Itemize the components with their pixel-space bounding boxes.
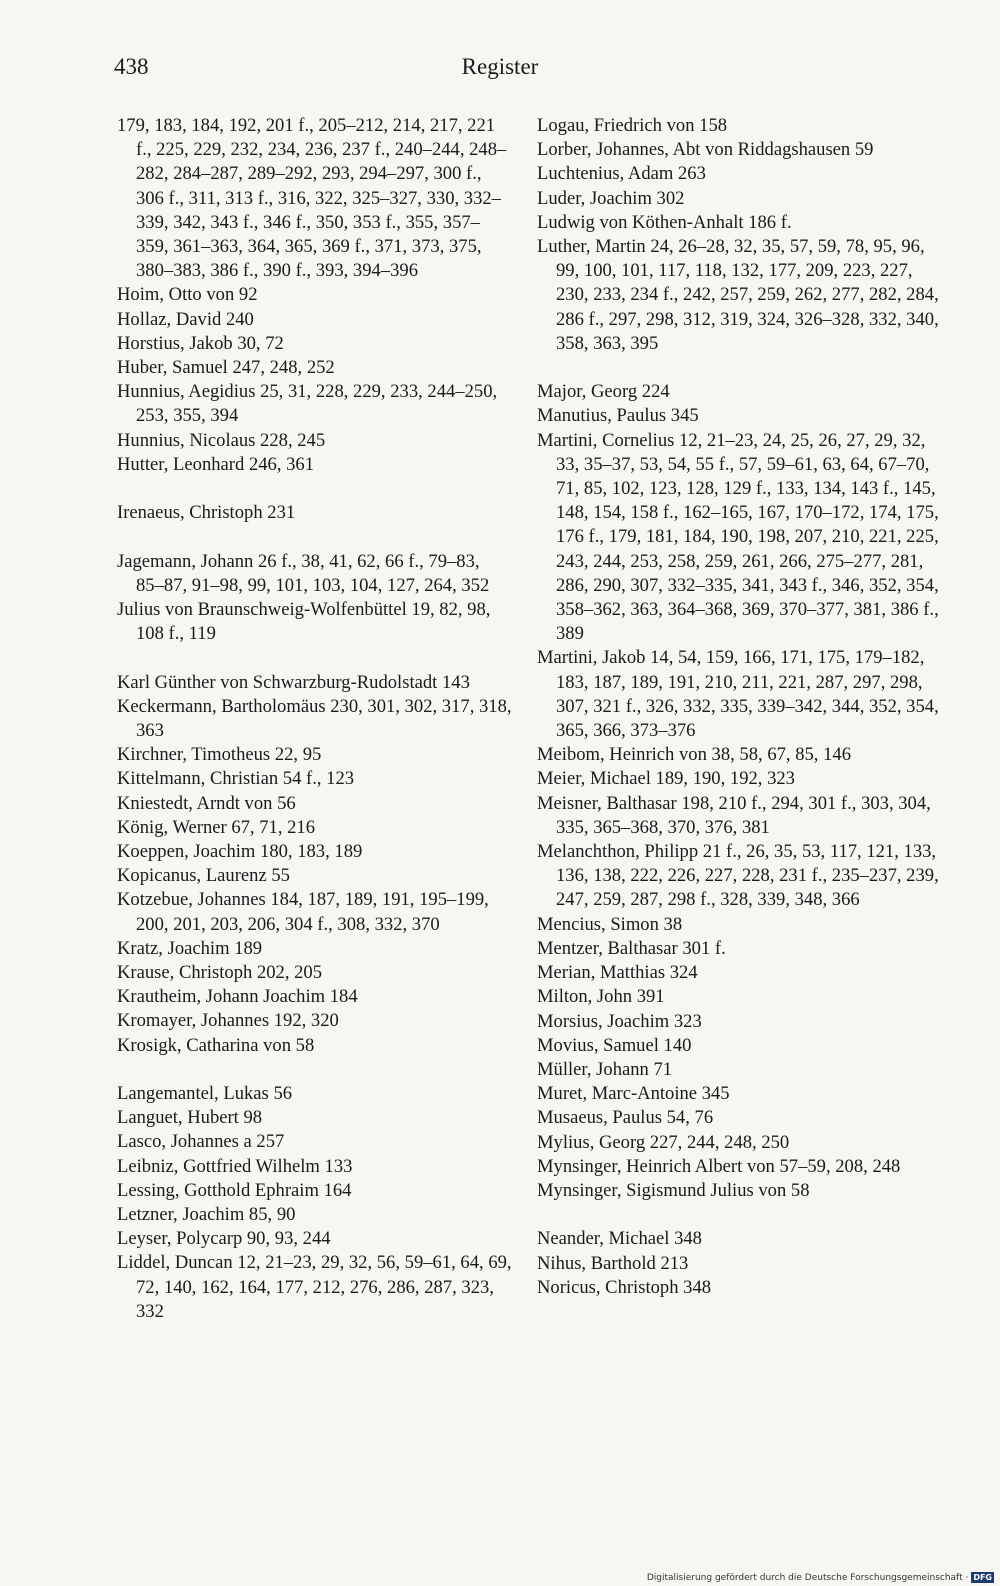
- index-entry: Martini, Cornelius 12, 21–23, 24, 25, 26, 27, 29, 32, 33, 35–37, 53, 54, 55 f., 57, 59–61, 63, 64, 67–70, 71, 85, 102, 123, 128, 129 f., 133, 134, 143 f., 145, 148, 154, 158 f., 162–165, 167, 170–172, 174, 175, 176 f., 179, 181, 184, 190, 198, 207, 210, 221, 225, 243, 244, 253, 258, 259, 261, 266, 275–277, 281, 286, 290, 307, 332–335, 341, 343 f., 346, 352, 354, 358–362, 363, 364–368, 369, 370–377, 381, 386 f., 389: [537, 429, 939, 645]
- index-entry: Hunnius, Nicolaus 228, 245: [117, 429, 326, 451]
- index-entry: Krautheim, Johann Joachim 184: [117, 986, 358, 1008]
- index-entry: Kniestedt, Arndt von 56: [117, 792, 296, 814]
- index-entry: Milton, John 391: [537, 986, 665, 1008]
- index-entry: Musaeus, Paulus 54, 76: [537, 1107, 714, 1129]
- page-number: 438: [114, 54, 149, 79]
- index-entry: Mencius, Simon 38: [537, 913, 683, 935]
- index-entry: Irenaeus, Christoph 231: [117, 502, 296, 524]
- index-entry: Müller, Johann 71: [537, 1058, 673, 1080]
- index-entry: Koeppen, Joachim 180, 183, 189: [117, 841, 363, 863]
- running-title: Register: [461, 54, 539, 79]
- index-entry: Noricus, Christoph 348: [537, 1276, 712, 1298]
- index-entry: Kromayer, Johannes 192, 320: [117, 1010, 339, 1032]
- index-entry: Keckermann, Bartholomäus 230, 301, 302, 317, 318, 363: [117, 695, 512, 742]
- index-entry: Letzner, Joachim 85, 90: [117, 1204, 296, 1226]
- index-entry: Neander, Michael 348: [537, 1228, 702, 1250]
- index-entry: Horstius, Jakob 30, 72: [117, 332, 284, 354]
- index-entry: Hollaz, David 240: [117, 308, 254, 330]
- index-entry: Kirchner, Timotheus 22, 95: [117, 744, 322, 766]
- index-entry: Luther, Martin 24, 26–28, 32, 35, 57, 59, 78, 95, 96, 99, 100, 101, 117, 118, 132, 177, 209, 223, 227, 230, 233, 234 f., 242, 257, 259, 262, 277, 282, 284, 286 f., 297, 298, 312, 319, 324, 326–328, 332, 340, 358, 363, 395: [537, 236, 939, 354]
- index-entry: Meisner, Balthasar 198, 210 f., 294, 301 f., 303, 304, 335, 365–368, 370, 376, 381: [537, 792, 931, 838]
- index-entry: Krause, Christoph 202, 205: [117, 962, 323, 984]
- index-entry: Meibom, Heinrich von 38, 58, 67, 85, 146: [537, 744, 851, 766]
- index-entry: Lessing, Gotthold Ephraim 164: [117, 1179, 352, 1201]
- index-entry: Languet, Hubert 98: [117, 1107, 263, 1129]
- index-entry: Merian, Matthias 324: [537, 962, 698, 984]
- index-entry: Meier, Michael 189, 190, 192, 323: [537, 768, 795, 790]
- index-entry: Julius von Braunschweig-Wolfenbüttel 19, 82, 98, 108 f., 119: [117, 599, 491, 645]
- index-entry: Luchtenius, Adam 263: [537, 163, 706, 185]
- index-entry: Lasco, Johannes a 257: [117, 1131, 285, 1153]
- index-entry: Movius, Samuel 140: [537, 1034, 692, 1056]
- index-entry: Hunnius, Aegidius 25, 31, 228, 229, 233, 244–250, 253, 355, 394: [117, 381, 498, 427]
- index-entry: Karl Günther von Schwarzburg-Rudolstadt 143: [117, 671, 470, 693]
- index-column-left: [117, 114, 512, 1324]
- page-header: [0, 54, 1000, 88]
- index-entry: Kopicanus, Laurenz 55: [117, 865, 290, 887]
- index-entry: Jagemann, Johann 26 f., 38, 41, 62, 66 f., 79–83, 85–87, 91–98, 99, 101, 103, 104, 127, 264, 352: [117, 550, 490, 596]
- index-entry: Hoim, Otto von 92: [117, 284, 258, 306]
- letter-group-gap: [117, 525, 512, 549]
- index-entry: 179, 183, 184, 192, 201 f., 205–212, 214, 217, 221 f., 225, 229, 232, 234, 236, 237 f., 240–244, 248–282, 284–287, 289–292, 293, 294–297, 300 f., 306 f., 311, 313 f., 316, 322, 325–327, 330, 332–339, 342, 343 f., 346 f., 350, 353 f., 355, 357–359, 361–363, 364, 365, 369 f., 371, 373, 375, 380–383, 386 f., 390 f., 393, 394–396: [117, 115, 507, 282]
- index-entry: Langemantel, Lukas 56: [117, 1083, 293, 1105]
- index-entry: Major, Georg 224: [537, 381, 670, 403]
- index-entry: Leyser, Polycarp 90, 93, 244: [117, 1228, 331, 1250]
- letter-group-gap: [117, 1058, 512, 1082]
- index-entry: Kratz, Joachim 189: [117, 937, 263, 959]
- index-entry: Muret, Marc-Antoine 345: [537, 1083, 730, 1105]
- index-entry: Martini, Jakob 14, 54, 159, 166, 171, 175, 179–182, 183, 187, 189, 191, 210, 211, 221, 287, 297, 298, 307, 321 f., 326, 332, 335, 339–342, 344, 352, 354, 365, 366, 373–376: [537, 647, 939, 742]
- letter-group-gap: [537, 1203, 947, 1227]
- index-entry: Krosigk, Catharina von 58: [117, 1034, 315, 1056]
- index-entry: Ludwig von Köthen-Anhalt 186 f.: [537, 211, 792, 233]
- index-entry: König, Werner 67, 71, 216: [117, 816, 316, 838]
- dfg-logo: DFG: [973, 1573, 992, 1582]
- index-column-right: [537, 114, 947, 1300]
- index-entry: Manutius, Paulus 345: [537, 405, 699, 427]
- index-entry: Mynsinger, Sigismund Julius von 58: [537, 1179, 810, 1201]
- index-entry: Huber, Samuel 247, 248, 252: [117, 357, 335, 379]
- index-entry: Hutter, Leonhard 246, 361: [117, 453, 315, 475]
- index-entry: Luder, Joachim 302: [537, 187, 685, 209]
- index-entry: Morsius, Joachim 323: [537, 1010, 702, 1032]
- footer-credit: Digitalisierung gefördert durch die Deutsche Forschungsgemeinschaft ·: [646, 1572, 969, 1583]
- footer: [647, 1572, 994, 1583]
- index-entry: Mylius, Georg 227, 244, 248, 250: [537, 1131, 790, 1153]
- letter-group-gap: [117, 477, 512, 501]
- index-entry: Leibniz, Gottfried Wilhelm 133: [117, 1155, 353, 1177]
- index-entry: Mentzer, Balthasar 301 f.: [537, 937, 726, 959]
- index-entry: Logau, Friedrich von 158: [537, 115, 728, 136]
- index-entry: Kotzebue, Johannes 184, 187, 189, 191, 195–199, 200, 201, 203, 206, 304 f., 308, 332, 370: [117, 889, 489, 935]
- index-entry: Nihus, Barthold 213: [537, 1252, 689, 1274]
- index-entry: Liddel, Duncan 12, 21–23, 29, 32, 56, 59–61, 64, 69, 72, 140, 162, 164, 177, 212, 276, 286, 287, 323, 332: [117, 1252, 512, 1322]
- index-entry: Kittelmann, Christian 54 f., 123: [117, 768, 355, 790]
- index-entry: Lorber, Johannes, Abt von Riddagshausen 59: [537, 139, 874, 161]
- letter-group-gap: [537, 356, 947, 380]
- letter-group-gap: [117, 646, 512, 670]
- index-entry: Melanchthon, Philipp 21 f., 26, 35, 53, 117, 121, 133, 136, 138, 222, 226, 227, 228, 231 f., 235–237, 239, 247, 259, 287, 298 f., 328, 339, 348, 366: [537, 841, 939, 911]
- index-entry: Mynsinger, Heinrich Albert von 57–59, 208, 248: [537, 1155, 901, 1177]
